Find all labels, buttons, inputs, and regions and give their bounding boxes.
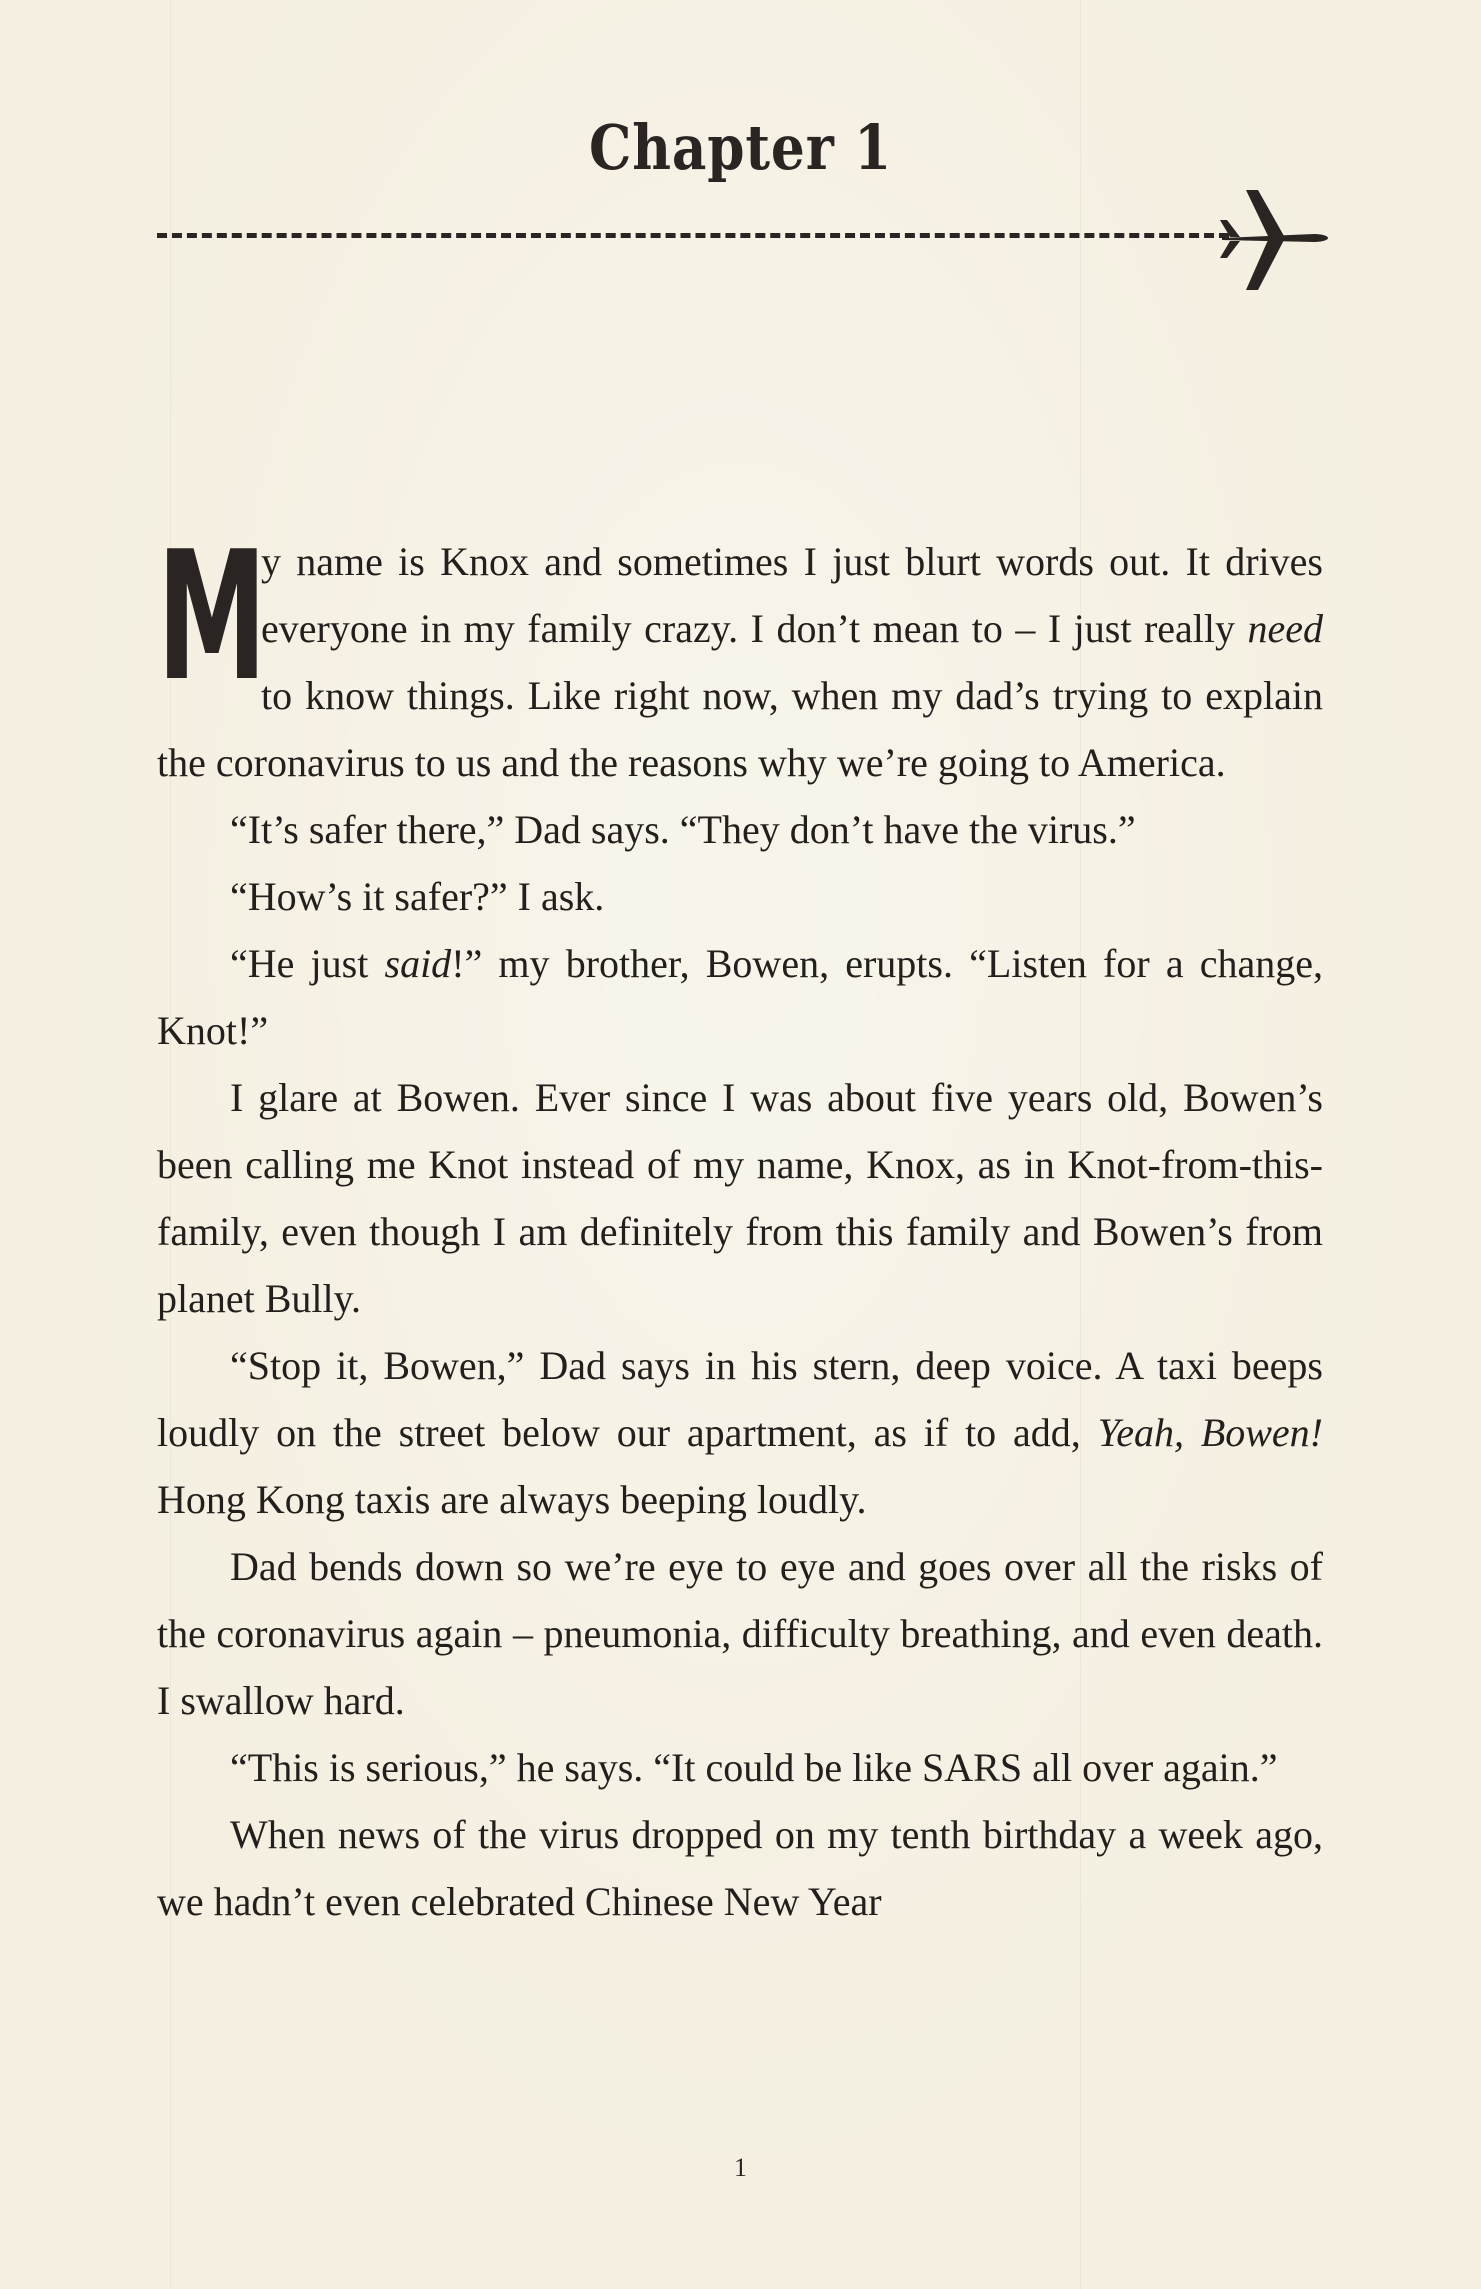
paragraph bbox=[157, 513, 1323, 796]
paragraph-text: !” my brother, Bowen, erupts. “Listen for a change, Knot!” bbox=[157, 941, 1323, 1053]
paragraph: “How’s it safer?” I ask. bbox=[230, 874, 605, 919]
dashed-divider bbox=[157, 233, 1229, 238]
paragraph: “It’s safer there,” Dad says. “They don’t have the virus.” bbox=[230, 807, 1136, 852]
paragraph-text: “He just bbox=[230, 941, 385, 986]
paragraph bbox=[157, 1332, 1323, 1533]
chapter-body bbox=[157, 513, 1324, 1935]
paragraph-text: y name is Knox and sometimes I just blurt words out. It drives everyone in my family crazy. I don’t mean to – I just really bbox=[261, 539, 1323, 651]
paragraph-text: Hong Kong taxis are always beeping loudly. bbox=[157, 1477, 867, 1522]
emphasis-text: need bbox=[1247, 606, 1323, 651]
paragraph-text: to know things. Like right now, when my dad’s trying to explain the coronavirus to us and the reasons why we’re going to America. bbox=[157, 673, 1323, 785]
emphasis-text: said bbox=[384, 941, 452, 986]
paragraph bbox=[157, 930, 1323, 1064]
airplane-icon bbox=[1218, 186, 1330, 292]
chapter-title: Chapter 1 bbox=[588, 111, 893, 184]
paragraph: I glare at Bowen. Ever since I was about five years old, Bowen’s been calling me Knot instead of my name, Knox, as in Knot-from-this-family, even though I am definitely from this family and Bowen’s from planet Bully. bbox=[157, 1075, 1323, 1321]
paragraph: Dad bends down so we’re eye to eye and goes over all the risks of the coronavirus again – pneumonia, difficulty breathing, and even death. I swallow hard. bbox=[157, 1544, 1323, 1723]
paragraph: When news of the virus dropped on my tenth birthday a week ago, we hadn’t even celebrated Chinese New Year bbox=[157, 1812, 1323, 1924]
emphasis-text: Yeah, Bowen! bbox=[1097, 1410, 1324, 1455]
page-number: 1 bbox=[734, 2153, 747, 2182]
paragraph-text: “Stop it, Bowen,” Dad says in his stern, deep voice. A taxi beeps loudly on the street below our apartment, as if to add, bbox=[157, 1343, 1323, 1455]
drop-cap: M bbox=[157, 513, 267, 720]
paragraph: “This is serious,” he says. “It could be like SARS all over again.” bbox=[230, 1745, 1278, 1790]
